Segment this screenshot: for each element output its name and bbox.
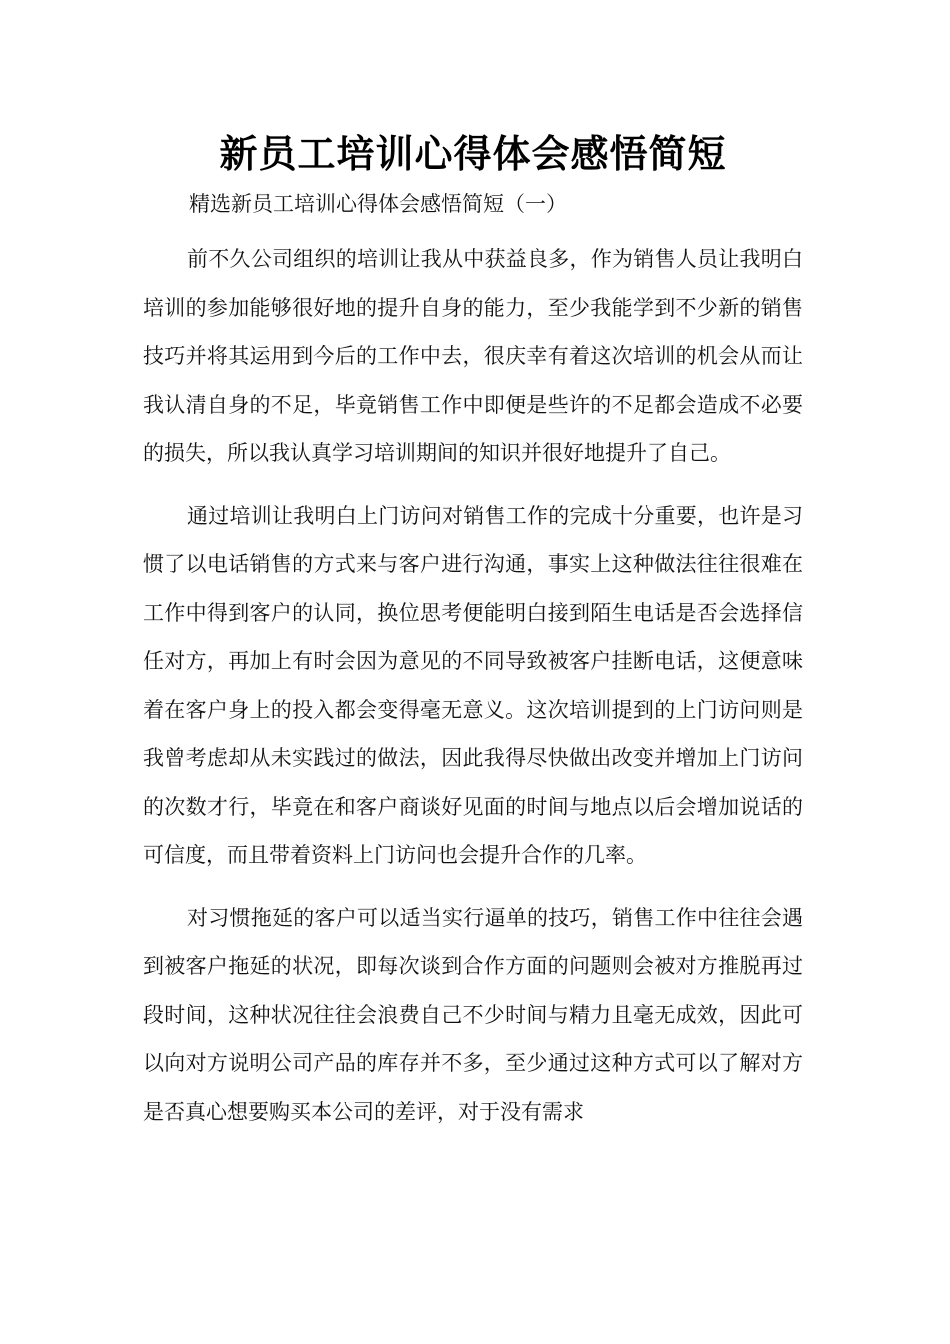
document-title: 新员工培训心得体会感悟简短 (219, 132, 727, 176)
document-subtitle: 精选新员工培训心得体会感悟简短（一） (189, 192, 567, 216)
paragraph-2: 通过培训让我明白上门访问对销售工作的完成十分重要，也许是习惯了以电话销售的方式来与客户进行沟通，事实上这种做法往往很难在工作中得到客户的认同，换位思考便能明白接到陌生电话是否会选择信任对方，再加上有时会因为意见的不同导致被客户挂断电话，这便意味着在客户身上的投入都会变得毫无意义。这次培训提到的上门访问则是我曾考虑却从未实践过的做法，因此我得尽快做出改变并增加上门访问的次数才行，毕竟在和客户商谈好见面的时间与地点以后会增加说话的可信度，而且带着资料上门访问也会提升合作的几率。 (143, 503, 803, 867)
document-body (143, 235, 803, 1136)
paragraph-3: 对习惯拖延的客户可以适当实行逼单的技巧，销售工作中往往会遇到被客户拖延的状况，即每次谈到合作方面的问题则会被对方推脱再过段时间，这种状况往往会浪费自己不少时间与精力且毫无成效，因此可以向对方说明公司产品的库存并不多，至少通过这种方式可以了解对方是否真心想要购买本公司的差评，对于没有需求 (143, 905, 803, 1124)
paragraph-1: 前不久公司组织的培训让我从中获益良多，作为销售人员让我明白培训的参加能够很好地的提升自身的能力，至少我能学到不少新的销售技巧并将其运用到今后的工作中去，很庆幸有着这次培训的机会从而让我认清自身的不足，毕竟销售工作中即便是些许的不足都会造成不必要的损失，所以我认真学习培训期间的知识并很好地提升了自己。 (143, 247, 803, 465)
